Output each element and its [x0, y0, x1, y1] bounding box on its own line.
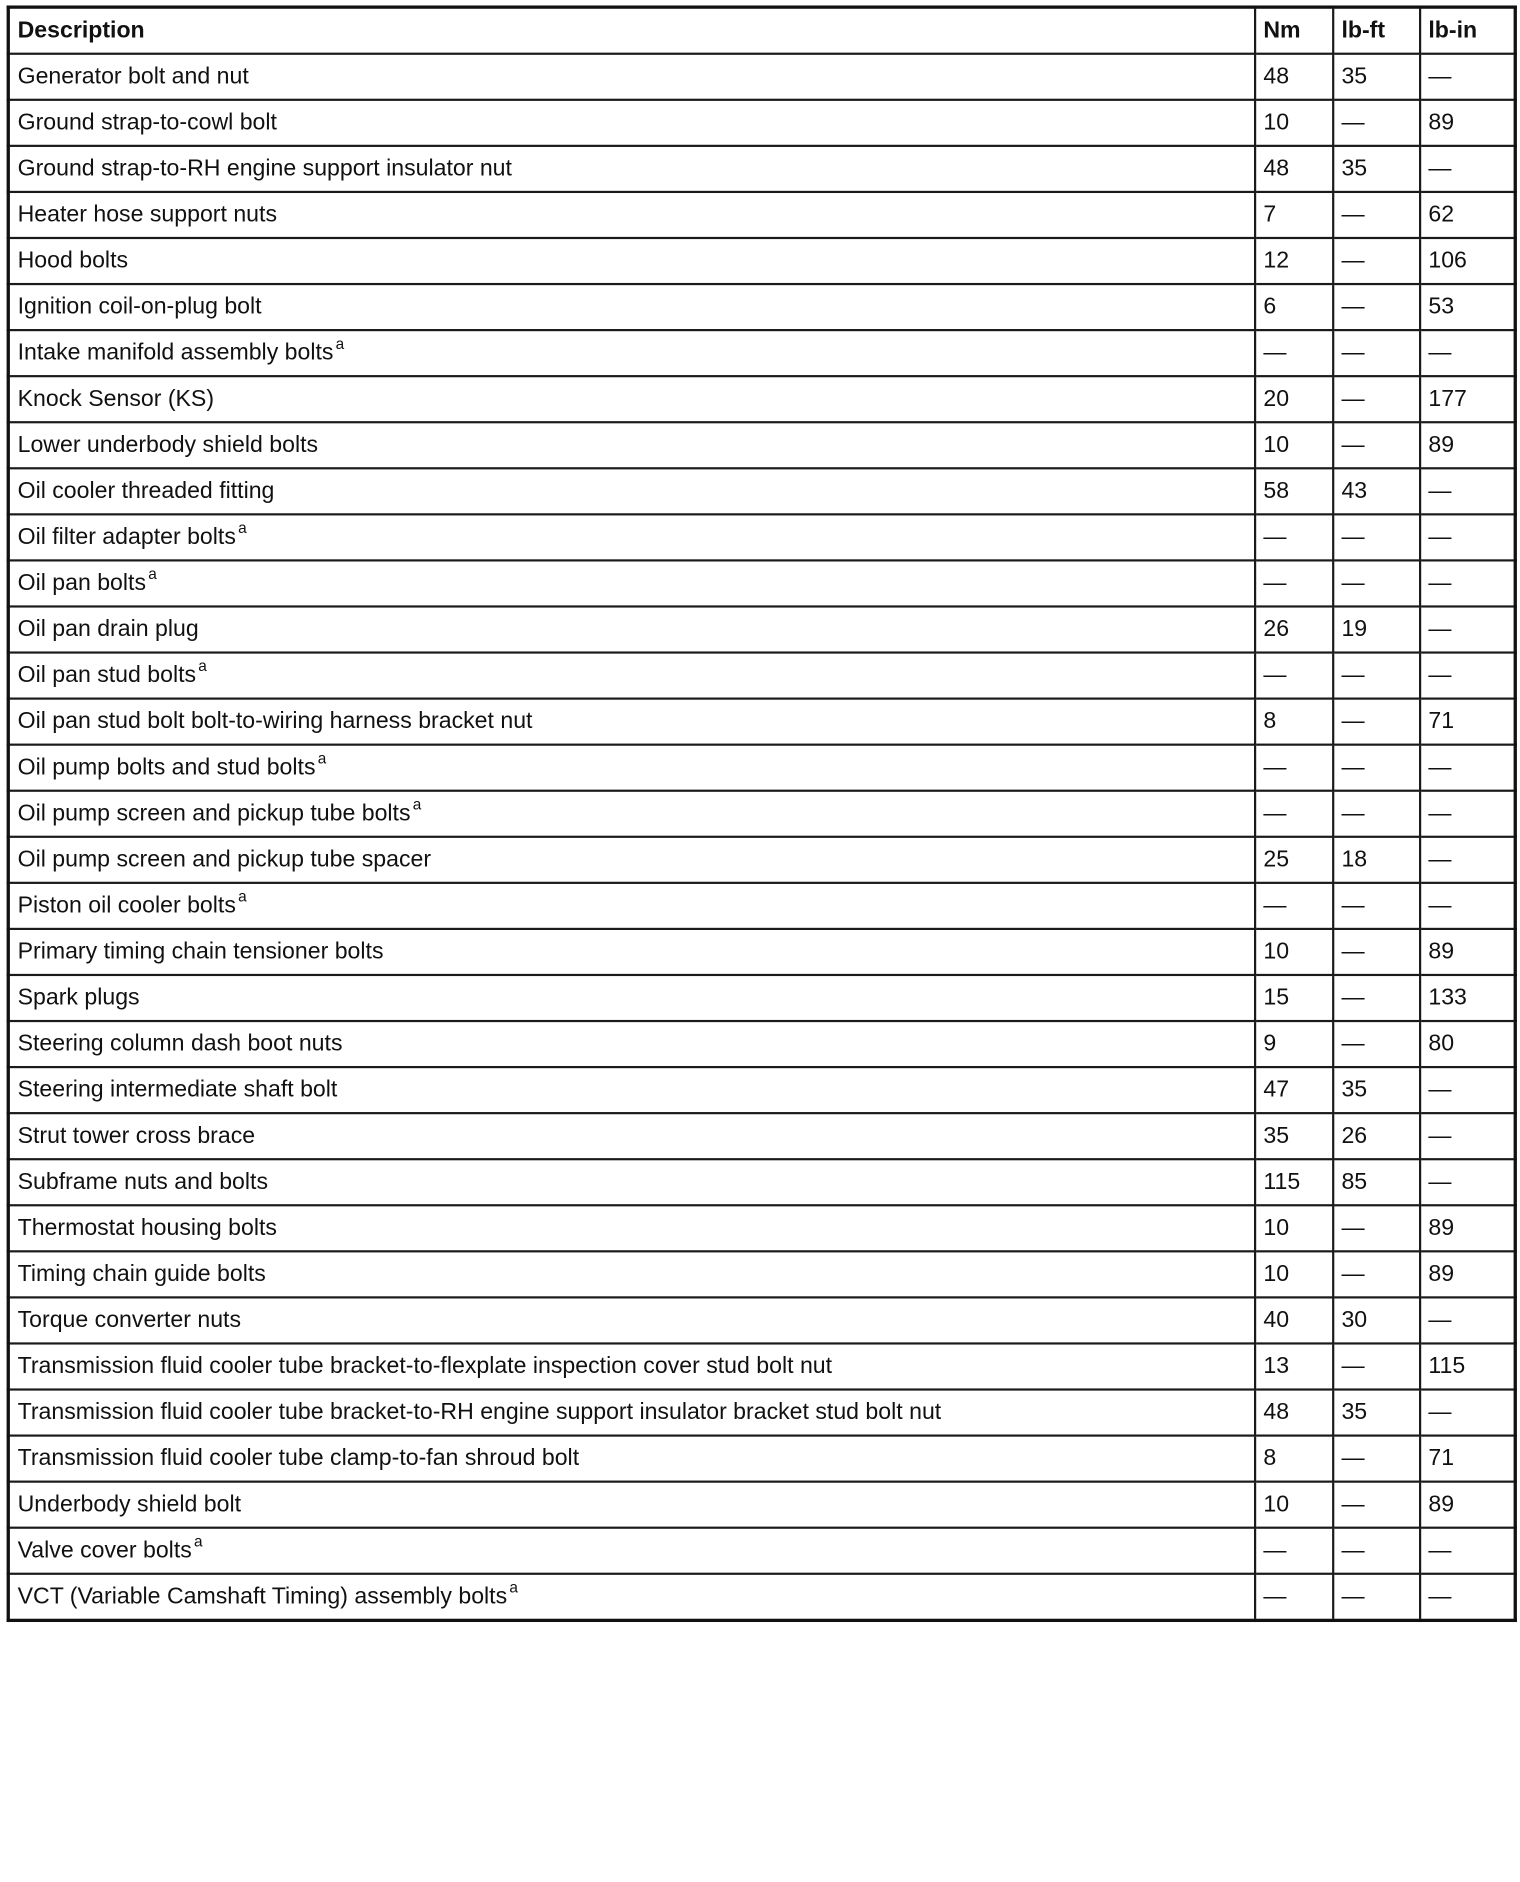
- table-row: [8, 1482, 1515, 1528]
- description-text: Lower underbody shield bolts: [17, 432, 319, 458]
- table-row: [8, 1297, 1515, 1343]
- lb-in-cell: 89: [1420, 1205, 1516, 1251]
- table-row: [8, 606, 1515, 652]
- description-cell: [8, 1528, 1254, 1574]
- description-text: Generator bolt and nut: [17, 63, 249, 89]
- nm-cell: 15: [1255, 975, 1333, 1021]
- table-row: [8, 1390, 1515, 1436]
- description-cell: [8, 1067, 1254, 1113]
- nm-cell: 10: [1255, 1482, 1333, 1528]
- lb-ft-cell: —: [1333, 1574, 1420, 1621]
- nm-cell: —: [1255, 883, 1333, 929]
- lb-in-cell: —: [1420, 1113, 1516, 1159]
- lb-ft-cell: —: [1333, 653, 1420, 699]
- header-row: [8, 7, 1515, 54]
- description-text: Intake manifold assembly bolts: [17, 339, 334, 366]
- table-row: [8, 146, 1515, 192]
- lb-in-cell: 53: [1420, 284, 1516, 330]
- description-cell: [8, 238, 1254, 284]
- nm-cell: 10: [1255, 929, 1333, 975]
- description-cell: [8, 284, 1254, 330]
- lb-ft-cell: —: [1333, 1021, 1420, 1067]
- description-cell: [8, 1482, 1254, 1528]
- nm-cell: 6: [1255, 284, 1333, 330]
- nm-cell: 35: [1255, 1113, 1333, 1159]
- description-cell: [8, 929, 1254, 975]
- description-text: Transmission fluid cooler tube bracket-to-RH engine support insulator bracket stud bolt nut: [17, 1399, 942, 1425]
- lb-in-cell: —: [1420, 653, 1516, 699]
- description-text: Heater hose support nuts: [17, 201, 277, 228]
- table-row: [8, 1021, 1515, 1067]
- nm-cell: 47: [1255, 1067, 1333, 1113]
- description-cell: [8, 1390, 1254, 1436]
- lb-ft-cell: —: [1333, 514, 1420, 560]
- lb-ft-cell: —: [1333, 1343, 1420, 1389]
- description-cell: [8, 1251, 1254, 1297]
- lb-in-cell: —: [1420, 146, 1516, 192]
- description-cell: [8, 837, 1254, 883]
- footnote-marker: a: [509, 1578, 518, 1596]
- description-text: Primary timing chain tensioner bolts: [17, 938, 384, 964]
- column-header-lb-in: lb-in: [1420, 7, 1516, 54]
- nm-cell: 48: [1255, 146, 1333, 192]
- lb-ft-cell: 43: [1333, 468, 1420, 514]
- footnote-marker: a: [148, 564, 157, 583]
- nm-cell: 25: [1255, 837, 1333, 883]
- description-text: Oil pan stud bolt bolt-to-wiring harness bracket nut: [17, 708, 533, 734]
- table-row: [8, 1205, 1515, 1251]
- lb-ft-cell: —: [1333, 100, 1420, 146]
- description-cell: [8, 560, 1254, 606]
- nm-cell: 8: [1255, 1436, 1333, 1482]
- lb-in-cell: —: [1420, 1159, 1516, 1205]
- description-cell: [8, 1159, 1254, 1205]
- lb-in-cell: 62: [1420, 192, 1516, 238]
- lb-ft-cell: —: [1333, 1528, 1420, 1574]
- column-header-lb-ft: lb-ft: [1333, 7, 1420, 54]
- table-row: [8, 192, 1515, 238]
- table-row: [8, 468, 1515, 514]
- nm-cell: 20: [1255, 376, 1333, 422]
- column-header-nm: Nm: [1255, 7, 1333, 54]
- lb-in-cell: 89: [1420, 1482, 1516, 1528]
- description-cell: [8, 468, 1254, 514]
- table-row: [8, 699, 1515, 745]
- description-text: Strut tower cross brace: [17, 1123, 256, 1149]
- nm-cell: —: [1255, 1528, 1333, 1574]
- table-row: [8, 1528, 1515, 1574]
- lb-in-cell: —: [1420, 1390, 1516, 1436]
- lb-in-cell: —: [1420, 54, 1516, 100]
- description-text: Ground strap-to-cowl bolt: [17, 109, 277, 135]
- description-text: Valve cover bolts: [17, 1537, 192, 1563]
- description-text: Oil pan bolts: [17, 570, 147, 596]
- description-text: Oil pump screen and pickup tube spacer: [17, 846, 432, 872]
- lb-in-cell: —: [1420, 883, 1516, 929]
- description-text: Ground strap-to-RH engine support insulator nut: [17, 155, 512, 181]
- footnote-marker: a: [238, 518, 247, 537]
- lb-in-cell: —: [1420, 745, 1516, 791]
- nm-cell: —: [1255, 560, 1333, 606]
- lb-in-cell: —: [1420, 468, 1516, 514]
- lb-ft-cell: —: [1333, 330, 1420, 376]
- column-header-description: Description: [8, 7, 1254, 54]
- table-row: [8, 100, 1515, 146]
- nm-cell: —: [1255, 1574, 1333, 1621]
- nm-cell: 13: [1255, 1343, 1333, 1389]
- lb-in-cell: —: [1420, 514, 1516, 560]
- description-text: Subframe nuts and bolts: [17, 1169, 269, 1195]
- torque-spec-table: [7, 5, 1517, 1622]
- nm-cell: —: [1255, 514, 1333, 560]
- lb-ft-cell: 26: [1333, 1113, 1420, 1159]
- lb-ft-cell: —: [1333, 284, 1420, 330]
- description-text: Hood bolts: [17, 247, 129, 274]
- lb-ft-cell: 19: [1333, 606, 1420, 652]
- lb-in-cell: —: [1420, 791, 1516, 837]
- lb-ft-cell: —: [1333, 745, 1420, 791]
- footnote-marker: a: [193, 1532, 203, 1550]
- lb-ft-cell: 85: [1333, 1159, 1420, 1205]
- description-text: Transmission fluid cooler tube clamp-to-fan shroud bolt: [17, 1445, 580, 1471]
- description-text: Steering intermediate shaft bolt: [17, 1076, 338, 1103]
- lb-in-cell: 115: [1420, 1343, 1516, 1389]
- description-cell: [8, 330, 1254, 376]
- lb-in-cell: 71: [1420, 699, 1516, 745]
- table-row: [8, 376, 1515, 422]
- description-text: Transmission fluid cooler tube bracket-to-flexplate inspection cover stud bolt nut: [17, 1353, 833, 1379]
- nm-cell: 10: [1255, 1251, 1333, 1297]
- description-cell: [8, 514, 1254, 560]
- lb-in-cell: —: [1420, 1297, 1516, 1343]
- table-row: [8, 238, 1515, 284]
- description-cell: [8, 192, 1254, 238]
- description-cell: [8, 54, 1254, 100]
- description-text: Oil cooler threaded fitting: [17, 478, 275, 504]
- lb-ft-cell: 35: [1333, 1067, 1420, 1113]
- table-row: [8, 1574, 1515, 1621]
- table-row: [8, 422, 1515, 468]
- description-cell: [8, 653, 1254, 699]
- nm-cell: 58: [1255, 468, 1333, 514]
- description-cell: [8, 1297, 1254, 1343]
- description-cell: [8, 1021, 1254, 1067]
- description-cell: [8, 883, 1254, 929]
- table-row: [8, 1067, 1515, 1113]
- lb-in-cell: 80: [1420, 1021, 1516, 1067]
- description-text: Knock Sensor (KS): [17, 386, 215, 412]
- description-text: Piston oil cooler bolts: [17, 892, 236, 918]
- lb-in-cell: 89: [1420, 422, 1516, 468]
- lb-ft-cell: —: [1333, 1482, 1420, 1528]
- description-cell: [8, 376, 1254, 422]
- description-text: Spark plugs: [17, 984, 140, 1011]
- lb-ft-cell: —: [1333, 929, 1420, 975]
- nm-cell: —: [1255, 791, 1333, 837]
- nm-cell: 26: [1255, 606, 1333, 652]
- description-text: Oil pump screen and pickup tube bolts: [17, 800, 411, 826]
- nm-cell: 48: [1255, 1390, 1333, 1436]
- lb-in-cell: 177: [1420, 376, 1516, 422]
- table-row: [8, 883, 1515, 929]
- table-row: [8, 330, 1515, 376]
- lb-ft-cell: 35: [1333, 146, 1420, 192]
- table-row: [8, 1343, 1515, 1389]
- description-cell: [8, 606, 1254, 652]
- description-text: Underbody shield bolt: [17, 1491, 242, 1517]
- lb-ft-cell: 35: [1333, 54, 1420, 100]
- nm-cell: —: [1255, 653, 1333, 699]
- nm-cell: 9: [1255, 1021, 1333, 1067]
- footnote-marker: a: [335, 334, 345, 353]
- table-row: [8, 929, 1515, 975]
- nm-cell: —: [1255, 745, 1333, 791]
- lb-in-cell: 89: [1420, 100, 1516, 146]
- table-row: [8, 1436, 1515, 1482]
- lb-ft-cell: —: [1333, 791, 1420, 837]
- footnote-marker: a: [317, 749, 327, 767]
- footnote-marker: a: [198, 656, 207, 675]
- nm-cell: 115: [1255, 1159, 1333, 1205]
- lb-in-cell: —: [1420, 1067, 1516, 1113]
- lb-in-cell: —: [1420, 560, 1516, 606]
- lb-in-cell: —: [1420, 1574, 1516, 1621]
- lb-in-cell: 89: [1420, 1251, 1516, 1297]
- description-text: Oil pump bolts and stud bolts: [17, 754, 316, 780]
- lb-ft-cell: —: [1333, 1251, 1420, 1297]
- lb-ft-cell: 18: [1333, 837, 1420, 883]
- lb-ft-cell: —: [1333, 376, 1420, 422]
- lb-ft-cell: 30: [1333, 1297, 1420, 1343]
- nm-cell: 10: [1255, 1205, 1333, 1251]
- nm-cell: 10: [1255, 422, 1333, 468]
- description-cell: [8, 1205, 1254, 1251]
- lb-in-cell: —: [1420, 330, 1516, 376]
- lb-ft-cell: —: [1333, 975, 1420, 1021]
- lb-ft-cell: —: [1333, 699, 1420, 745]
- lb-ft-cell: —: [1333, 883, 1420, 929]
- table-body: [8, 54, 1515, 1621]
- table-row: [8, 1251, 1515, 1297]
- lb-ft-cell: —: [1333, 1205, 1420, 1251]
- lb-in-cell: —: [1420, 837, 1516, 883]
- lb-ft-cell: —: [1333, 560, 1420, 606]
- table-row: [8, 791, 1515, 837]
- description-text: Oil pan drain plug: [17, 616, 199, 642]
- description-text: Thermostat housing bolts: [17, 1215, 277, 1241]
- lb-ft-cell: —: [1333, 1436, 1420, 1482]
- nm-cell: 40: [1255, 1297, 1333, 1343]
- description-cell: [8, 975, 1254, 1021]
- table-header: [8, 7, 1515, 54]
- table-row: [8, 514, 1515, 560]
- description-cell: [8, 1113, 1254, 1159]
- nm-cell: 7: [1255, 192, 1333, 238]
- nm-cell: 8: [1255, 699, 1333, 745]
- lb-in-cell: 89: [1420, 929, 1516, 975]
- description-text: Torque converter nuts: [17, 1307, 242, 1333]
- nm-cell: 48: [1255, 54, 1333, 100]
- description-cell: [8, 146, 1254, 192]
- footnote-marker: a: [238, 887, 247, 905]
- description-text: Oil filter adapter bolts: [17, 524, 236, 550]
- lb-in-cell: 133: [1420, 975, 1516, 1021]
- description-text: Steering column dash boot nuts: [17, 1030, 343, 1057]
- footnote-marker: a: [412, 795, 422, 813]
- description-cell: [8, 1574, 1254, 1621]
- lb-in-cell: 71: [1420, 1436, 1516, 1482]
- table-row: [8, 1159, 1515, 1205]
- lb-ft-cell: 35: [1333, 1390, 1420, 1436]
- lb-in-cell: —: [1420, 606, 1516, 652]
- description-cell: [8, 699, 1254, 745]
- description-cell: [8, 100, 1254, 146]
- table-row: [8, 837, 1515, 883]
- description-cell: [8, 1436, 1254, 1482]
- nm-cell: 12: [1255, 238, 1333, 284]
- table-row: [8, 54, 1515, 100]
- description-cell: [8, 791, 1254, 837]
- table-row: [8, 975, 1515, 1021]
- description-text: Timing chain guide bolts: [17, 1261, 266, 1287]
- lb-in-cell: 106: [1420, 238, 1516, 284]
- table-row: [8, 745, 1515, 791]
- table-row: [8, 284, 1515, 330]
- lb-ft-cell: —: [1333, 238, 1420, 284]
- nm-cell: 10: [1255, 100, 1333, 146]
- table-row: [8, 1113, 1515, 1159]
- lb-in-cell: —: [1420, 1528, 1516, 1574]
- description-cell: [8, 1343, 1254, 1389]
- lb-ft-cell: —: [1333, 422, 1420, 468]
- description-text: VCT (Variable Camshaft Timing) assembly bolts: [17, 1583, 508, 1609]
- table-row: [8, 653, 1515, 699]
- description-cell: [8, 745, 1254, 791]
- description-text: Ignition coil-on-plug bolt: [17, 293, 262, 320]
- description-text: Oil pan stud bolts: [17, 662, 197, 688]
- nm-cell: —: [1255, 330, 1333, 376]
- lb-ft-cell: —: [1333, 192, 1420, 238]
- table-row: [8, 560, 1515, 606]
- description-cell: [8, 422, 1254, 468]
